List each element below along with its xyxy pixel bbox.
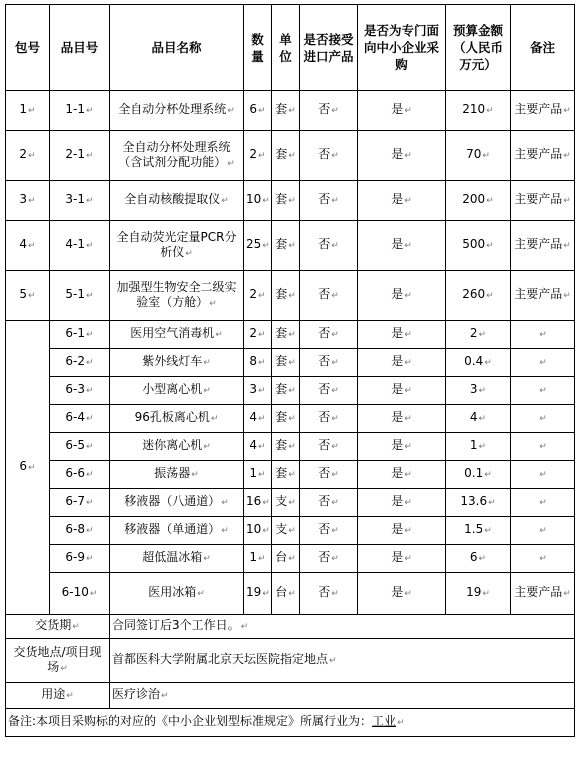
- cell-qty: 1↵: [244, 545, 272, 573]
- cell-item-no: 6-3↵: [50, 377, 110, 405]
- cell-item-no: 1-1↵: [50, 91, 110, 131]
- header-item-no: 品目号: [50, 5, 110, 91]
- cell-item-name: 紫外线灯车↵: [110, 349, 244, 377]
- cell-item-name: 全自动荧光定量PCR分析仪↵: [110, 221, 244, 271]
- cell-unit: 套↵: [272, 433, 300, 461]
- cell-imported: 否↵: [300, 405, 358, 433]
- cell-item-name: 小型离心机↵: [110, 377, 244, 405]
- cell-remark: ↵: [511, 517, 575, 545]
- usage-row: [6, 683, 575, 709]
- cell-imported: 否↵: [300, 433, 358, 461]
- cell-qty: 1↵: [244, 461, 272, 489]
- cell-imported: 否↵: [300, 545, 358, 573]
- cell-item-name: 加强型生物安全二级实验室（方舱）↵: [110, 271, 244, 321]
- cell-remark: 主要产品↵: [511, 181, 575, 221]
- table-row: [6, 377, 575, 405]
- location-label: 交货地点/项目现场↵: [6, 639, 110, 683]
- cell-item-name: 迷你离心机↵: [110, 433, 244, 461]
- cell-sme: 是↵: [358, 461, 446, 489]
- cell-qty: 6↵: [244, 91, 272, 131]
- cell-item-name: 移液器（八通道）↵: [110, 489, 244, 517]
- cell-qty: 4↵: [244, 433, 272, 461]
- cell-item-no: 3-1↵: [50, 181, 110, 221]
- cell-budget: 210↵: [446, 91, 511, 131]
- cell-unit: 套↵: [272, 321, 300, 349]
- cell-qty: 10↵: [244, 181, 272, 221]
- cell-remark: ↵: [511, 489, 575, 517]
- cell-qty: 2↵: [244, 131, 272, 181]
- usage-label: 用途↵: [6, 683, 110, 709]
- cell-imported: 否↵: [300, 573, 358, 615]
- table-row: [6, 271, 575, 321]
- table-row: [6, 349, 575, 377]
- cell-item-no: 5-1↵: [50, 271, 110, 321]
- cell-pkg: 1↵: [6, 91, 50, 131]
- cell-budget: 0.4↵: [446, 349, 511, 377]
- table-row: [6, 91, 575, 131]
- cell-item-name: 振荡器↵: [110, 461, 244, 489]
- cell-remark: ↵: [511, 349, 575, 377]
- note-row: [6, 709, 575, 737]
- table-row: [6, 321, 575, 349]
- cell-remark: 主要产品↵: [511, 271, 575, 321]
- table-row: [6, 405, 575, 433]
- cell-item-no: 2-1↵: [50, 131, 110, 181]
- usage-value: 医疗诊治↵: [110, 683, 575, 709]
- cell-unit: 套↵: [272, 377, 300, 405]
- cell-remark: 主要产品↵: [511, 221, 575, 271]
- cell-qty: 19↵: [244, 573, 272, 615]
- cell-sme: 是↵: [358, 321, 446, 349]
- header-remark: 备注: [511, 5, 575, 91]
- cell-budget: 200↵: [446, 181, 511, 221]
- cell-unit: 套↵: [272, 91, 300, 131]
- cell-budget: 19↵: [446, 573, 511, 615]
- cell-sme: 是↵: [358, 181, 446, 221]
- cell-budget: 3↵: [446, 377, 511, 405]
- cell-imported: 否↵: [300, 489, 358, 517]
- cell-pkg: 4↵: [6, 221, 50, 271]
- cell-unit: 支↵: [272, 517, 300, 545]
- cell-qty: 10↵: [244, 517, 272, 545]
- cell-qty: 8↵: [244, 349, 272, 377]
- note-cell: 备注:本项目采购标的对应的《中小企业划型标准规定》所属行业为：工业↵: [6, 709, 575, 737]
- cell-remark: ↵: [511, 405, 575, 433]
- cell-remark: ↵: [511, 461, 575, 489]
- table-row: [6, 131, 575, 181]
- cell-item-no: 6-6↵: [50, 461, 110, 489]
- cell-unit: 套↵: [272, 181, 300, 221]
- cell-sme: 是↵: [358, 433, 446, 461]
- table-row: [6, 573, 575, 615]
- cell-item-no: 6-5↵: [50, 433, 110, 461]
- cell-sme: 是↵: [358, 377, 446, 405]
- cell-imported: 否↵: [300, 349, 358, 377]
- delivery-row: [6, 615, 575, 639]
- cell-item-name: 全自动分杯处理系统（含试剂分配功能）↵: [110, 131, 244, 181]
- table-row: [6, 221, 575, 271]
- header-budget: 预算金额（人民币万元）: [446, 5, 511, 91]
- cell-sme: 是↵: [358, 349, 446, 377]
- cell-budget: 260↵: [446, 271, 511, 321]
- table-row: [6, 461, 575, 489]
- cell-sme: 是↵: [358, 91, 446, 131]
- cell-item-no: 6-2↵: [50, 349, 110, 377]
- cell-imported: 否↵: [300, 91, 358, 131]
- header-imported: 是否接受进口产品: [300, 5, 358, 91]
- procurement-table: [5, 4, 575, 737]
- cell-sme: 是↵: [358, 221, 446, 271]
- cell-unit: 套↵: [272, 461, 300, 489]
- cell-sme: 是↵: [358, 271, 446, 321]
- cell-pkg: 3↵: [6, 181, 50, 221]
- cell-pkg: 2↵: [6, 131, 50, 181]
- cell-remark: ↵: [511, 433, 575, 461]
- cell-qty: 2↵: [244, 271, 272, 321]
- cell-imported: 否↵: [300, 181, 358, 221]
- cell-unit: 支↵: [272, 489, 300, 517]
- cell-imported: 否↵: [300, 377, 358, 405]
- cell-sme: 是↵: [358, 545, 446, 573]
- delivery-label: 交货期↵: [6, 615, 110, 639]
- cell-unit: 套↵: [272, 221, 300, 271]
- cell-item-no: 6-7↵: [50, 489, 110, 517]
- note-industry: 工业: [372, 714, 397, 728]
- table-row: [6, 489, 575, 517]
- cell-unit: 台↵: [272, 573, 300, 615]
- cell-item-no: 6-10↵: [50, 573, 110, 615]
- table-row: [6, 181, 575, 221]
- cell-budget: 1↵: [446, 433, 511, 461]
- procurement-table-container: [5, 4, 575, 737]
- cell-unit: 套↵: [272, 405, 300, 433]
- header-pkg: 包号: [6, 5, 50, 91]
- cell-item-name: 超低温冰箱↵: [110, 545, 244, 573]
- cell-budget: 70↵: [446, 131, 511, 181]
- header-sme: 是否为专门面向中小企业采购: [358, 5, 446, 91]
- header-qty: 数量: [244, 5, 272, 91]
- cell-qty: 2↵: [244, 321, 272, 349]
- cell-budget: 2↵: [446, 321, 511, 349]
- cell-imported: 否↵: [300, 517, 358, 545]
- cell-remark: ↵: [511, 321, 575, 349]
- cell-unit: 套↵: [272, 271, 300, 321]
- cell-budget: 0.1↵: [446, 461, 511, 489]
- header-item-name: 品目名称: [110, 5, 244, 91]
- cell-item-no: 6-4↵: [50, 405, 110, 433]
- cell-qty: 4↵: [244, 405, 272, 433]
- cell-item-name: 全自动分杯处理系统↵: [110, 91, 244, 131]
- cell-sme: 是↵: [358, 517, 446, 545]
- location-row: [6, 639, 575, 683]
- cell-unit: 套↵: [272, 131, 300, 181]
- cell-sme: 是↵: [358, 573, 446, 615]
- cell-remark: 主要产品↵: [511, 131, 575, 181]
- cell-imported: 否↵: [300, 321, 358, 349]
- cell-pkg: 6↵: [6, 321, 50, 615]
- cell-remark: 主要产品↵: [511, 91, 575, 131]
- cell-item-name: 医用冰箱↵: [110, 573, 244, 615]
- location-value: 首都医科大学附属北京天坛医院指定地点↵: [110, 639, 575, 683]
- cell-remark: ↵: [511, 545, 575, 573]
- cell-sme: 是↵: [358, 489, 446, 517]
- cell-remark: 主要产品↵: [511, 573, 575, 615]
- cell-remark: ↵: [511, 377, 575, 405]
- cell-imported: 否↵: [300, 131, 358, 181]
- header-unit: 单位: [272, 5, 300, 91]
- cell-qty: 16↵: [244, 489, 272, 517]
- cell-unit: 台↵: [272, 545, 300, 573]
- cell-budget: 1.5↵: [446, 517, 511, 545]
- cell-budget: 6↵: [446, 545, 511, 573]
- cell-budget: 13.6↵: [446, 489, 511, 517]
- header-row: [6, 5, 575, 91]
- delivery-value: 合同签订后3个工作日。↵: [110, 615, 575, 639]
- table-row: [6, 545, 575, 573]
- cell-imported: 否↵: [300, 221, 358, 271]
- cell-sme: 是↵: [358, 131, 446, 181]
- cell-item-no: 6-9↵: [50, 545, 110, 573]
- cell-qty: 3↵: [244, 377, 272, 405]
- cell-item-name: 全自动核酸提取仪↵: [110, 181, 244, 221]
- cell-budget: 4↵: [446, 405, 511, 433]
- cell-item-name: 移液器（单通道）↵: [110, 517, 244, 545]
- cell-item-no: 4-1↵: [50, 221, 110, 271]
- cell-qty: 25↵: [244, 221, 272, 271]
- cell-item-no: 6-1↵: [50, 321, 110, 349]
- cell-budget: 500↵: [446, 221, 511, 271]
- cell-imported: 否↵: [300, 271, 358, 321]
- cell-imported: 否↵: [300, 461, 358, 489]
- cell-item-name: 医用空气消毒机↵: [110, 321, 244, 349]
- cell-item-name: 96孔板离心机↵: [110, 405, 244, 433]
- table-row: [6, 433, 575, 461]
- cell-unit: 套↵: [272, 349, 300, 377]
- table-row: [6, 517, 575, 545]
- cell-sme: 是↵: [358, 405, 446, 433]
- cell-pkg: 5↵: [6, 271, 50, 321]
- cell-item-no: 6-8↵: [50, 517, 110, 545]
